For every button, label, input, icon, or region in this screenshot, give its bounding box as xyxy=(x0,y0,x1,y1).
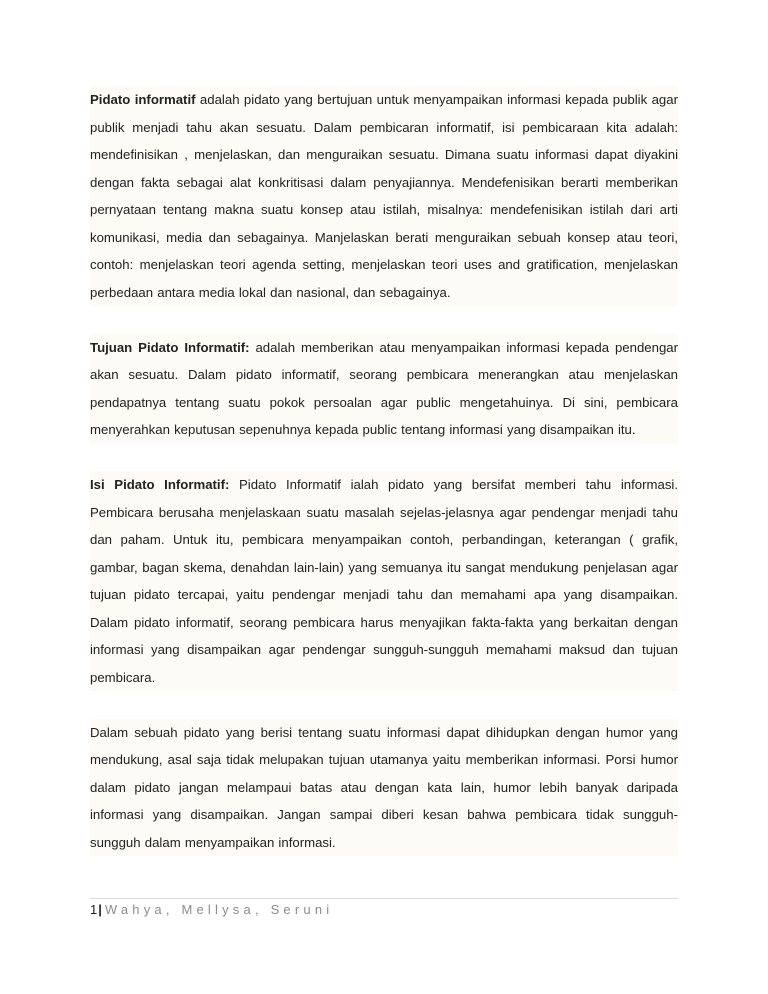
paragraph-text: Pidato Informatif ialah pidato yang bersifat memberi tahu informasi. Pembicara berusaha menjelaskaan suatu masalah sejelas-jelasnya agar pendengar menjadi tahu dan paham. Untuk itu, pembicara menyampaikan contoh, perbandingan, keterangan ( grafik, gambar, bagan skema, denahdan lain-lain) yang semuanya itu sangat mendukung penjelasan agar tujuan pidato tercapai, yaitu pendengar menjadi tahu dan memahami apa yang disampaikan. Dalam pidato informatif, seorang pembicara harus menyajikan fakta-fakta yang berkaitan dengan informasi yang disampaikan agar pendengar sungguh-sungguh memahami maksud dan tujuan pembicara. xyxy=(90,477,679,685)
footer-separator: | xyxy=(98,902,102,917)
footer-authors: Wahya, Mellysa, Seruni xyxy=(104,902,334,917)
paragraph-lead: Pidato informatif xyxy=(90,92,196,107)
paragraph-lead: Isi Pidato Informatif: xyxy=(90,477,230,492)
paragraph-tujuan xyxy=(90,334,678,444)
document-body xyxy=(90,86,678,884)
paragraph-text: Dalam sebuah pidato yang berisi tentang suatu informasi dapat dihidupkan dengan humor yang mendukung, asal saja tidak melupakan tujuan utamanya yaitu memberikan informasi. Porsi humor dalam pidato jangan melampaui batas atau dengan kata lain, humor lebih banyak daripada informasi yang disampaikan. Jangan sampai diberi kesan bahwa pembicara tidak sungguh-sungguh dalam menyampaikan informasi. xyxy=(90,724,678,850)
paragraph-humor xyxy=(90,719,678,857)
paragraph-lead: Tujuan Pidato Informatif: xyxy=(90,339,250,355)
paragraph-isi xyxy=(90,471,678,691)
page-footer xyxy=(90,902,333,918)
paragraph-text: adalah pidato yang bertujuan untuk menyampaikan informasi kepada publik agar publik menjadi tahu akan sesuatu. Dalam pembicaran informatif, isi pembicaraan kita adalah: mendefinisikan , menjelaskan, dan menguraikan sesuatu. Dimana suatu informasi dapat diyakini dengan fakta sebagai alat konkritisasi dalam penyajiannya. Mendefenisikan berarti memberikan pernyataan tentang makna suatu konsep atau istilah, misalnya: mendefenisikan istilah dari arti komunikasi, media dan sebagainya. Manjelaskan berati menguraikan sebuah konsep atau teori, contoh: menjelaskan teori agenda setting, menjelaskan teori uses and gratification, menjelaskan perbedaan antara media lokal dan nasional, dan sebagainya. xyxy=(90,92,678,300)
page-number: 1 xyxy=(90,902,98,917)
paragraph-text: adalah memberikan atau menyampaikan informasi kepada pendengar akan sesuatu. Dalam pidato informatif, seorang pembicara menerangkan atau menjelaskan pendapatnya tentang suatu pokok persoalan agar public mengetahuinya. Di sini, pembicara menyerahkan keputusan sepenuhnya kepada public tentang informasi yang disampaikan itu. xyxy=(90,339,679,437)
footer-divider xyxy=(90,898,678,899)
paragraph-pidato-informatif xyxy=(90,86,678,306)
